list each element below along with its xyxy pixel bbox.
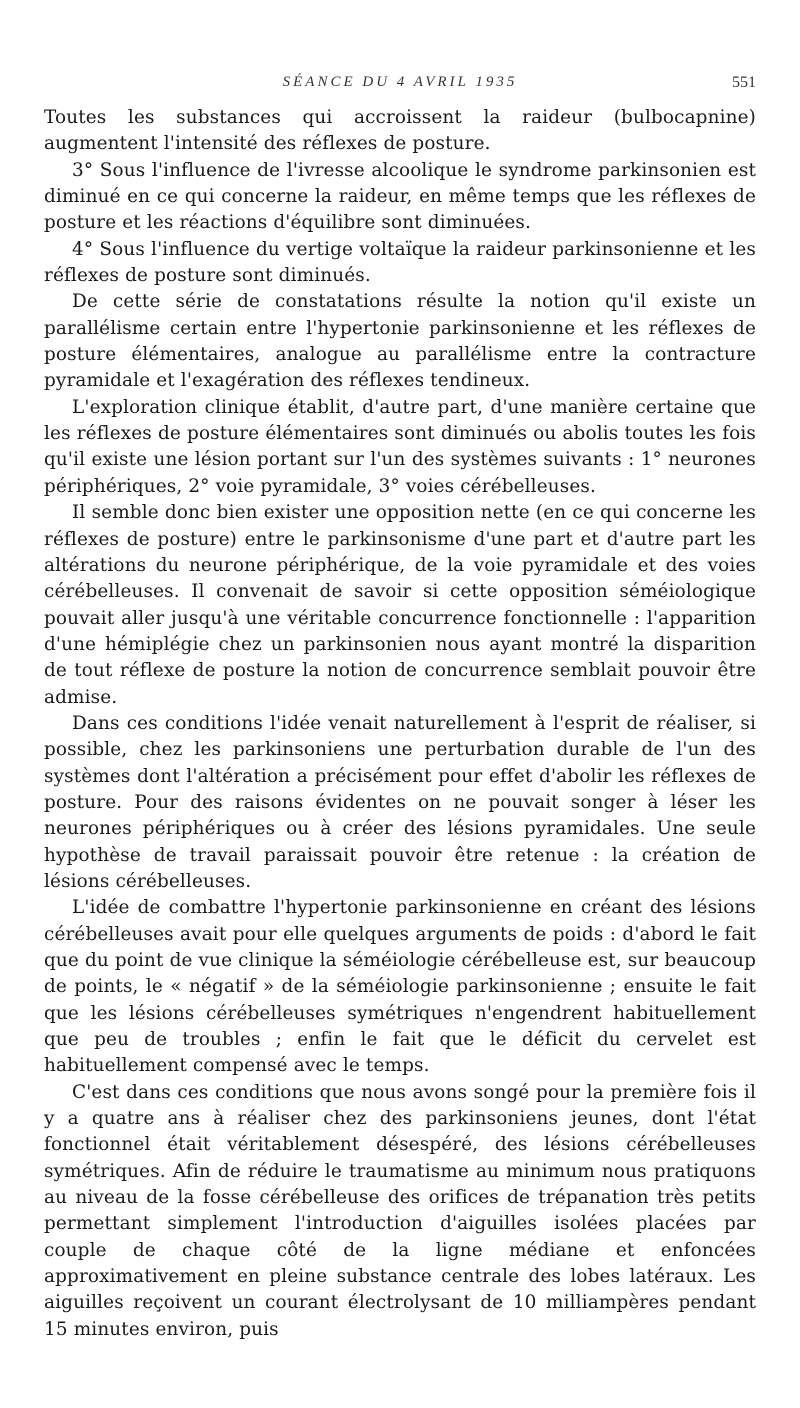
paragraph: 4° Sous l'influence du vertige voltaïque la raideur parkinsonienne et les réflexes de posture sont diminués.: [44, 238, 756, 287]
page-number: 551: [732, 74, 756, 91]
paragraph: Toutes les substances qui accroissent la raideur (bulbocapnine) augmentent l'intensité des réflexes de posture.: [44, 107, 756, 155]
paragraph: 3° Sous l'influence de l'ivresse alcoolique le syndrome parkinsonien est diminué en ce qui concerne la raideur, en même temps que les réflexes de posture et les réactions d'équilibre sont diminuées.: [44, 159, 756, 234]
paragraph: De cette série de constatations résulte la notion qu'il existe un parallélisme certain entre l'hypertonie parkinsonienne et les réflexes de posture élémentaires, analogue au parallélisme entre la contracture pyramidale et l'exagération des réflexes tendineux.: [44, 291, 756, 392]
paragraph: L'idée de combattre l'hypertonie parkinsonienne en créant des lésions cérébelleuses avait pour elle quelques arguments de poids : d'abord le fait que du point de vue clinique la séméiologie cérébelleuse est, sur beaucoup de points, le « négatif » de la séméiologie parkinsonienne ; ensuite le fait que les lésions cérébelleuses symétriques n'engendrent habituellement que peu de troubles ; enfin le fait que le déficit du cervelet est habituellement compensé avec le temps.: [44, 897, 756, 1077]
page-header: [44, 70, 756, 100]
paragraph: L'exploration clinique établit, d'autre part, d'une manière certaine que les réflexes de posture élémentaires sont diminués ou abolis toutes les fois qu'il existe une lésion portant sur l'un des systèmes suivants : 1° neurones périphériques, 2° voie pyramidale, 3° voies cérébelleuses.: [44, 396, 756, 497]
paragraph: C'est dans ces conditions que nous avons songé pour la première fois il y a quatre ans à réaliser chez des parkinsoniens jeunes, dont l'état fonctionnel était véritablement désespéré, des lésions cérébelleuses symétriques. Afin de réduire le traumatisme au minimum nous pratiquons au niveau de la fosse cérébelleuse des orifices de trépanation très petits permettant simplement l'introduction d'aiguilles isolées placées par couple de chaque côté de la ligne médiane et enfoncées approximativement en pleine substance centrale des lobes latéraux. Les aiguilles reçoivent un courant électrolysant de 10 milliampères pendant 15 minutes environ, puis: [44, 1081, 756, 1340]
paragraph: Il semble donc bien exister une opposition nette (en ce qui concerne les réflexes de posture) entre le parkinsonisme d'une part et d'autre part les altérations du neurone périphérique, de la voie pyramidale et des voies cérébelleuses. Il convenait de savoir si cette opposition séméiologique pouvait aller jusqu'à une véritable concurrence fonctionnelle : l'apparition d'une hémiplégie chez un parkinsonien nous ayant montré la disparition de tout réflexe de posture la notion de concurrence semblait pouvoir être admise.: [44, 502, 756, 708]
paragraph: Dans ces conditions l'idée venait naturellement à l'esprit de réaliser, si possible, chez les parkinsoniens une perturbation durable de l'un des systèmes dont l'altération a précisément pour effet d'abolir les réflexes de posture. Pour des raisons évidentes on ne pouvait songer à léser les neurones périphériques ou à créer des lésions pyramidales. Une seule hypothèse de travail paraissait pouvoir être retenue : la création de lésions cérébelleuses.: [44, 712, 756, 892]
body-text: [44, 105, 756, 1343]
running-title: SÉANCE DU 4 AVRIL 1935: [282, 74, 518, 90]
document-page: [44, 70, 756, 1343]
